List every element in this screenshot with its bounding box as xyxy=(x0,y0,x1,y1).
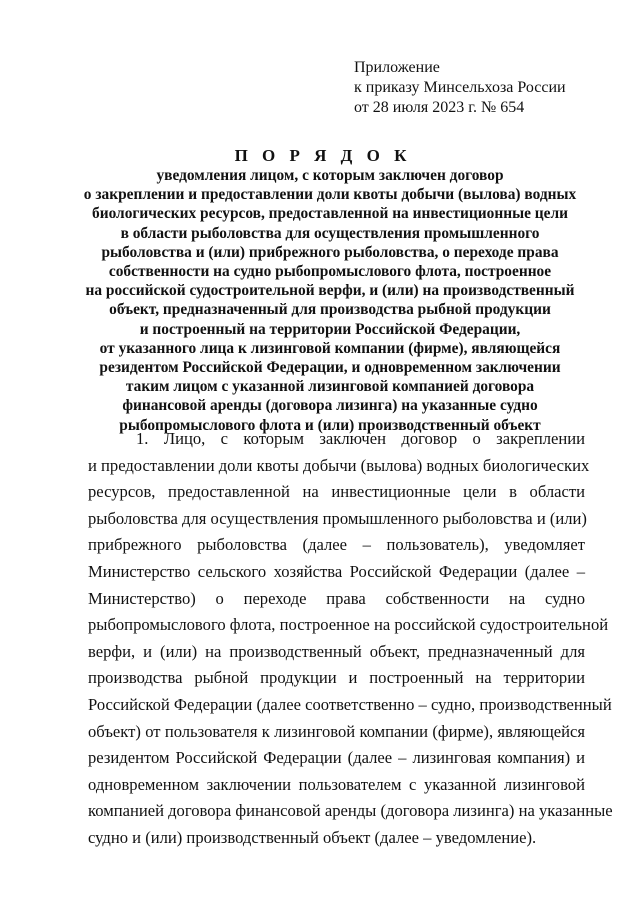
paragraph-line: и предоставлении доли квоты добычи (вылова) водных биологических xyxy=(88,455,590,475)
paragraph-line: верфи, и (или) на производственный объект, предназначенный для xyxy=(88,641,585,661)
paragraph-line: Министерство) о переходе права собственности на судно xyxy=(88,588,585,608)
paragraph-line: рыбопромыслового флота, построенное на российской судостроительной xyxy=(88,615,609,635)
approval-block xyxy=(354,58,566,118)
subtitle-line: уведомления лицом, с которым заключен договор xyxy=(156,167,504,184)
paragraph-line: ресурсов, предоставленной на инвестиционные цели в области xyxy=(88,482,585,502)
subtitle-line: собственности на судно рыбопромыслового флота, построенное xyxy=(108,263,552,281)
subtitle-line: рыбопромыслового флота и (или) производственный объект xyxy=(119,416,541,434)
paragraph-line: судно и (или) производственный объект (далее – уведомление). xyxy=(88,827,537,847)
paragraph-line: резидентом Российской Федерации (далее – лизинговая компания) и xyxy=(88,748,585,768)
paragraph-line: 1. Лицо, с которым заключен договор о закреплении xyxy=(136,429,585,448)
subtitle-line: таким лицом с указанной лизинговой компанией договора xyxy=(125,378,535,396)
subtitle-line: биологических ресурсов, предоставленной на инвестиционные цели xyxy=(92,205,568,223)
approval-line: от 28 июля 2023 г. № 654 xyxy=(354,99,525,116)
subtitle-line: в области рыболовства для осуществления промышленного xyxy=(120,224,540,242)
subtitle-line: рыболовства и (или) прибрежного рыболовства, о переходе права xyxy=(101,243,559,261)
approval-line: к приказу Минсельхоза России xyxy=(354,79,566,96)
subtitle-line: о закреплении и предоставлении доли квоты добычи (вылова) водных xyxy=(83,186,577,204)
paragraph-line: прибрежного рыболовства (далее – пользователь), уведомляет xyxy=(88,535,585,555)
paragraph-line: Министерство сельского хозяйства Российской Федерации (далее – xyxy=(88,561,585,581)
paragraph-line: одновременном заключении пользователем с указанной лизинговой xyxy=(88,774,585,794)
paragraph-line: объект) от пользователя к лизинговой компании (фирме), являющейся xyxy=(88,721,585,741)
subtitle-line: объект, предназначенный для производства рыбной продукции xyxy=(109,301,551,319)
subtitle-line: резидентом Российской Федерации, и одновременном заключении xyxy=(99,359,561,377)
subtitle-line: финансовой аренды (договора лизинга) на указанные судно xyxy=(122,397,538,415)
paragraph-1 xyxy=(88,426,613,852)
approval-line: Приложение xyxy=(354,59,440,76)
paragraph-line: компанией договора финансовой аренды (договора лизинга) на указанные xyxy=(88,801,613,821)
subtitle-line: и построенный на территории Российской Федерации, xyxy=(139,320,521,338)
paragraph-line: Российской Федерации (далее соответственно – судно, производственный xyxy=(88,694,612,714)
subtitle-line: на российской судостроительной верфи, и (или) на производственный xyxy=(85,282,575,300)
document-subtitle xyxy=(70,166,590,435)
subtitle-line: от указанного лица к лизинговой компании (фирме), являющейся xyxy=(99,339,561,357)
document-title: П О Р Я Д О К xyxy=(234,146,412,165)
paragraph-line: производства рыбной продукции и построенный на территории xyxy=(88,668,585,688)
paragraph-line: рыболовства для осуществления промышленного рыболовства и (или) xyxy=(88,508,587,528)
